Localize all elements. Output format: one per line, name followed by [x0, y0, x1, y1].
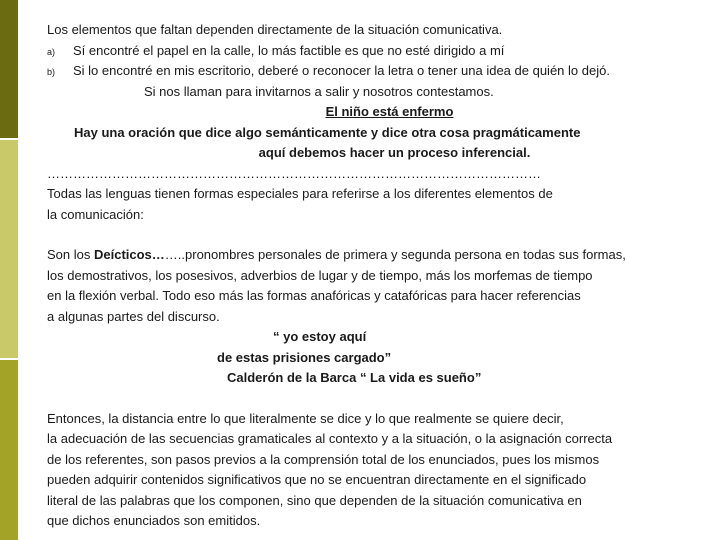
- list-item: [47, 41, 712, 62]
- paragraph-languages: Todas las lenguas tienen formas especiales para referirse a los diferentes elementos de: [47, 186, 553, 201]
- paragraph-conclusion: Entonces, la distancia entre lo que literalmente se dice y lo que realmente se quiere decir,: [47, 410, 564, 426]
- list-item-text: Si lo encontré en mis escritorio, deberé o reconocer la letra o tener una idea de quién lo dejó.: [73, 63, 610, 78]
- paragraph-languages: la comunicación:: [47, 206, 144, 222]
- paragraph-deictics: [47, 245, 712, 266]
- example-highlight: El niño está enfermo: [325, 104, 454, 119]
- sidebar-stripe-middle: [0, 140, 18, 358]
- paragraph-deictics: los demostrativos, los posesivos, adverbios de lugar y de tiempo, más los morfemas de tiempo: [47, 267, 593, 283]
- list-item: [47, 61, 712, 82]
- paragraph-deictics: en la flexión verbal. Todo eso más las formas anafóricas y catafóricas para hacer referencias: [47, 288, 581, 303]
- paragraph-conclusion: que dichos enunciados son emitidos.: [47, 513, 261, 528]
- paragraph-conclusion: literal de las palabras que los componen, sino que dependen de la situación comunicativa en: [47, 492, 582, 508]
- slide-body: [47, 20, 712, 532]
- list-marker: a): [47, 46, 56, 57]
- quote-attribution: Calderón de la Barca “ La vida es sueño”: [227, 370, 482, 385]
- paragraph-conclusion: pueden adquirir contenidos significativos que no se encuentran directamente en el significado: [47, 472, 587, 487]
- dotted-separator: ……………………………………………………………………………………………………: [47, 165, 541, 181]
- sidebar-stripe-bottom: [0, 360, 18, 540]
- list-marker: b): [47, 67, 56, 77]
- list-item-text: Sí encontré el papel en la calle, lo más factible es que no esté dirigido a mí: [73, 42, 505, 58]
- paragraph-intro: Los elementos que faltan dependen directamente de la situación comunicativa.: [47, 22, 503, 37]
- paragraph-conclusion: la adecuación de las secuencias gramaticales al contexto y a la situación, o la asignación correcta: [47, 431, 613, 446]
- text-span: …..pronombres personales de primera y segunda persona en todas sus formas,: [164, 247, 626, 262]
- bold-statement: Hay una oración que dice algo semánticamente y dice otra cosa pragmáticamente: [74, 124, 581, 140]
- paragraph-deictics: a algunas partes del discurso.: [47, 308, 220, 324]
- text-span: Son los: [47, 247, 94, 262]
- sidebar-stripe-top: [0, 0, 18, 138]
- bold-statement: aquí debemos hacer un proceso inferencial.: [258, 145, 531, 160]
- quote-line: “ yo estoy aquí: [273, 329, 367, 344]
- example-sentence: Si nos llaman para invitarnos a salir y nosotros contestamos.: [144, 83, 494, 99]
- term-deicticos: Deícticos…: [93, 247, 165, 262]
- paragraph-conclusion: de los referentes, son pasos previos a la comprensión total de los enunciados, pues los mismos: [47, 451, 600, 467]
- quote-line: de estas prisiones cargado”: [217, 349, 392, 365]
